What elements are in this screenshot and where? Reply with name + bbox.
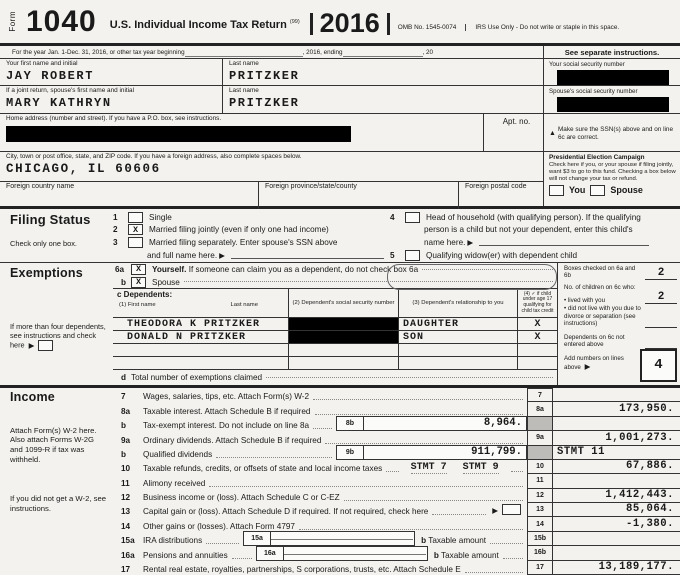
income-line-11 [113,474,680,488]
line-number: b [121,449,127,459]
line-number-box: 11 [527,474,553,488]
line2-number: 2 [113,225,118,235]
exemptions-section [0,263,680,388]
income-line-9a [113,431,680,445]
line-number: 14 [121,521,131,531]
exemptions-heading: Exemptions [10,266,83,280]
spouse-ssn-redacted [557,97,669,112]
line6d-number: d [121,373,127,382]
line8b-right-cell [553,417,680,431]
dependent-ssn-redacted [289,318,398,330]
line-number-box: 9a [527,431,553,445]
line-number-box: 16b [527,546,553,560]
form-header [0,0,680,46]
married-separately-checkbox[interactable] [128,237,143,248]
pec-you-checkbox[interactable] [549,185,564,196]
line-number-box: 8b [337,417,364,430]
line15a-amount-field[interactable] [271,532,413,540]
total-exemptions-box: 4 [640,349,677,382]
dependent-row [113,343,557,356]
home-address-label: Home address (number and street). If you have a P.O. box, see instructions. [6,115,222,122]
line1-number: 1 [113,212,118,222]
ssn-warning-note: Make sure the SSN(s) above and on line 6c are correct. [557,125,674,141]
line-number: 15a [121,536,135,546]
line-number: 16a [121,550,135,560]
head-of-household-checkbox[interactable] [405,212,420,223]
dependents-table [113,288,557,370]
pec-you-label: You [569,185,586,196]
dotted-leader [386,470,398,472]
line15b-amount-field[interactable] [553,532,680,546]
qualifying-widow-label: Qualifying widow(er) with dependent child [426,250,578,260]
married-jointly-checkbox[interactable]: X [128,224,143,235]
dotted-leader [209,485,523,487]
yourself-label-rest: If someone can claim you as a dependent, do not check box 6a [188,265,419,274]
identity-block [0,59,680,209]
line8a-amount-field[interactable]: 173,950. [553,402,680,416]
dotted-leader [313,398,523,400]
dependent-row [113,330,557,343]
filing-status-heading: Filing Status [10,212,91,227]
tax-year-badge: 2016 [310,13,390,35]
dependent-ssn-redacted [289,331,398,343]
dotted-leader [325,442,523,444]
line-number-box: 17 [527,561,553,575]
married-jointly-label: Married filing jointly (even if only one had income) [149,225,329,235]
foreign-postal-label: Foreign postal code [465,183,527,190]
line-number: 11 [121,478,130,488]
line6d-label: Total number of exemptions claimed [131,373,263,382]
dependent-relationship[interactable] [398,344,517,356]
line-number: 10 [121,464,131,474]
line-number-box: 9b [337,446,364,459]
line15a-box [243,531,415,546]
col-first-name: (1) First name [119,302,156,309]
spouse-full-name-field[interactable] [231,251,384,259]
dependent-ctc-checkbox[interactable] [517,344,557,356]
line16a-amount-field[interactable] [284,547,426,555]
dependent-name[interactable]: THEODORA K PRITZKER [127,318,261,330]
line16b-amount-field[interactable] [553,546,680,560]
line-label: Pensions and annuities [143,550,228,560]
married-separately-label: Married filing separately. Enter spouse's SSN above [149,237,338,247]
city-field[interactable]: CHICAGO, IL 60606 [6,162,161,176]
dotted-leader [422,268,553,270]
dependents-header: c Dependents: [117,290,173,299]
line-number-box: 7 [527,388,553,402]
dependent-relationship[interactable] [398,357,517,369]
head-of-household-label2: person is a child but not your dependent, enter this child's [424,225,633,235]
dotted-leader [465,571,523,573]
taxable-amount-label: Taxable amount [441,550,499,560]
line7-amount-field[interactable] [553,388,680,402]
line-number: 7 [121,392,126,402]
line9b-inline-box [336,445,527,460]
line-number-box: 15b [527,532,553,546]
irs-use-note: IRS Use Only - Do not write or staple in this space. [465,24,619,31]
line10-amount-field[interactable]: 67,886. [553,460,680,474]
exemptions-counters [557,263,680,385]
dependent-name[interactable]: DONALD N PRITZKER [127,331,247,343]
line-number-box: 8a [527,402,553,416]
line-number: 13 [121,507,131,517]
stmt-reference: STMT 9 [462,462,499,474]
income-line-8b [113,417,680,431]
line16a-box [256,546,428,561]
line-number-box: 13 [527,503,553,517]
dotted-leader [315,413,524,415]
income-line-10 [113,460,680,474]
line-number-box: 14 [527,517,553,531]
more-dependents-checkbox[interactable] [38,340,53,351]
line-number: 17 [121,564,131,574]
dotted-leader [344,499,523,501]
boxes-checked-value: 2 [645,268,677,280]
check-one-box-note: Check only one box. [10,239,77,248]
right-arrow-icon: ▶ [584,361,591,371]
income-line-17 [113,561,680,575]
lived-with-you-value: 2 [645,292,677,304]
omb-number: OMB No. 1545-0074 [397,23,457,31]
line6a-number: 6a [115,265,125,274]
line-label: Wages, salaries, tips, etc. Attach Form(s) W-2 [143,392,310,402]
your-last-name-label: Last name [229,60,259,67]
line-number-box: 15a [244,532,271,545]
tax-year-end-label: , 20 [422,48,434,56]
tax-year-line [0,46,680,59]
col-last-name: Last name [230,302,258,309]
right-arrow-icon: ▶ [467,237,474,247]
dotted-leader [184,280,553,282]
dependent-relationship[interactable]: SON [403,331,425,343]
form-word: Form [8,11,17,32]
dotted-leader [511,470,523,472]
income-line-14 [113,517,680,531]
dependent-row [113,317,557,330]
line12-amount-field[interactable]: 1,412,443. [553,489,680,503]
shaded-cell [527,446,553,460]
spouse-exemption-label: Spouse [152,277,180,287]
b-prefix: b [421,536,427,546]
your-last-name-field[interactable]: PRITZKER [229,69,300,83]
yourself-label: Yourself. [152,265,187,274]
taxable-amount-label: Taxable amount [428,536,487,546]
income-line-16 [113,546,680,560]
pec-title: Presidential Election Campaign [549,154,645,161]
dotted-leader [503,557,523,559]
line-label: Capital gain or (loss). Attach Schedule D if required. If not required, check here [143,507,429,517]
add-numbers-label: Add numbers on lines above ▶ [564,354,624,371]
dependent-ssn-field[interactable] [288,344,398,356]
line14-amount-field[interactable]: -1,380. [553,517,680,531]
children-intro-label: No. of children on 6c who: [564,283,636,291]
spouse-ssn-label: Spouse's social security number [549,88,638,95]
single-checkbox[interactable] [128,212,143,223]
line8b-amount-field[interactable]: 8,964. [483,417,522,430]
income-line-13 [113,503,680,517]
dotted-leader [266,376,553,378]
dotted-leader [232,557,252,559]
line-number: 12 [121,493,131,502]
spouse-last-name-label: Last name [229,87,259,94]
dependent-relationship[interactable]: DAUGHTER [403,318,460,330]
dotted-leader [432,513,486,515]
line-label: Taxable interest. Attach Schedule B if required [143,406,311,416]
line-number: b [121,421,127,431]
head-of-household-label: Head of household (with qualifying person). If the qualifying [426,212,641,222]
line9a-amount-field[interactable]: 1,001,273. [553,431,680,445]
right-arrow-icon: ▶ [219,250,225,260]
your-ssn-redacted [557,70,669,85]
filing-status-section [0,209,680,263]
line17-amount-field[interactable]: 13,189,177. [553,561,680,575]
dotted-leader [313,427,332,429]
line-label: Other gains or (losses). Attach Form 4797 [143,521,295,531]
line4-number: 4 [390,212,395,222]
line-label: Ordinary dividends. Attach Schedule B if required [143,435,322,445]
see-instructions-note: See separate instructions. [543,46,680,58]
home-address-redacted [6,126,351,142]
line6b-number: b [121,277,127,287]
b-prefix: b [433,550,439,560]
income-line-8a [113,402,680,416]
married-separately-label2: and full name here. [147,250,218,260]
dotted-leader [490,542,523,544]
dotted-leader [299,528,523,530]
spouse-first-name-label: If a joint return, spouse's first name and initial [6,87,135,94]
line-number-box: 12 [527,489,553,503]
line5-number: 5 [390,250,395,260]
apt-no-label: Apt. no. [502,117,531,126]
line-number: 8a [121,406,131,416]
yourself-checkbox[interactable]: X [131,264,146,275]
col-relationship: (3) Dependent's relationship to you [398,289,517,317]
income-line-7 [113,388,680,402]
dependent-ctc-checkbox[interactable]: X [517,318,557,330]
income-line-9b [113,446,680,460]
line13-amount-field[interactable]: 85,064. [553,503,680,517]
dependents-not-entered-label: Dependents on 6c not entered above [564,333,625,349]
head-of-household-label3: name here. [424,237,466,247]
dependent-ctc-checkbox[interactable] [517,357,557,369]
form-number: 1040 [26,5,97,38]
qualifying-child-name-field[interactable] [479,238,649,246]
form-title: U.S. Individual Income Tax Return $^{(99)}$ [109,18,300,31]
line-number-box: 16a [257,547,284,560]
qualifying-widow-checkbox[interactable] [405,250,420,261]
did-not-live-label: • did not live with you due to divorce or separation (see instructions) [564,305,641,328]
income-section [0,388,680,575]
shaded-cell [527,417,553,431]
col-child-tax-credit: (4) ✓ if child under age 17 qualifying for child tax credit [517,289,557,317]
no-w2-note: If you did not get a W-2, see instructions. [10,494,107,513]
line-label: Taxable refunds, credits, or offsets of state and local income taxes [143,464,383,474]
dependent-row [113,356,557,369]
line-number-box: 10 [527,460,553,474]
line-label: Tax-exempt interest. Do not include on line 8a [143,421,310,431]
lived-with-you-label: • lived with you [564,296,606,304]
dependents-not-entered-field [645,342,677,349]
form-title-sup: (99) [289,18,300,25]
dotted-leader [206,542,239,544]
dotted-leader [216,456,332,458]
attach-w2-note: Attach Form(s) W-2 here. Also attach Forms W-2G and 1099-R if tax was withheld. [10,425,97,464]
more-dependents-note: If more than four dependents, see instructions and check here ▶ [10,322,106,350]
tax-year-begin-label: For the year Jan. 1-Dec. 31, 2016, or other tax year beginning [12,48,185,56]
line9b-stmt-note: STMT 11 [553,446,680,460]
pec-body: Check here if you, or your spouse if filing jointly, want $3 to go to this fund. Checking a box below will not change your tax or refund. [549,162,676,182]
pec-spouse-label: Spouse [610,185,643,196]
line-label: Business income or (loss). Attach Schedule C or C-EZ [143,493,340,502]
line8b-inline-box [336,416,527,431]
income-line-15 [113,532,680,546]
tax-year-begin-field[interactable] [185,48,303,57]
spouse-checkbox[interactable]: X [131,277,146,288]
spouse-last-name-field[interactable]: PRITZKER [229,96,300,110]
tax-year-end-field[interactable] [343,48,423,57]
your-first-name-field[interactable]: JAY ROBERT [6,69,95,83]
spouse-first-name-field[interactable]: MARY KATHRYN [6,96,112,110]
line9b-amount-field[interactable]: 911,799. [471,445,522,458]
tax-year-mid-label: , 2016, ending [302,48,343,56]
single-label: Single [149,212,172,222]
schedule-d-not-required-checkbox[interactable] [502,504,521,515]
line-label: Qualified dividends [143,449,213,459]
income-heading: Income [10,390,55,404]
income-line-12 [113,489,680,503]
your-ssn-label: Your social security number [549,61,625,68]
your-first-name-label: Your first name and initial [6,60,78,67]
stmt-reference: STMT 7 [410,462,447,474]
line-label: Rental real estate, royalties, partnerships, S corporations, trusts, etc. Attach Schedule E [143,564,461,574]
line-number: 9a [121,435,131,445]
city-label: City, town or post office, state, and ZIP code. If you have a foreign address, also complete spaces below. [6,153,302,160]
foreign-country-label: Foreign country name [6,183,75,190]
line3-number: 3 [113,237,118,247]
right-arrow-icon: ▶ [28,340,35,350]
dependent-ctc-checkbox[interactable]: X [517,331,557,343]
line-label: IRA distributions [143,536,203,546]
boxes-checked-label: Boxes checked on 6a and 6b [564,265,636,280]
right-arrow-icon: ▶ [492,506,498,516]
foreign-province-label: Foreign province/state/county [265,183,357,190]
line11-amount-field[interactable] [553,474,680,488]
did-not-live-value-field [645,321,677,328]
warning-triangle-icon: ▲ [549,130,556,137]
line-label: Alimony received [143,478,206,488]
pec-spouse-checkbox[interactable] [590,185,605,196]
col-dependent-ssn: (2) Dependent's social security number [288,289,398,317]
dependent-ssn-field[interactable] [288,357,398,369]
